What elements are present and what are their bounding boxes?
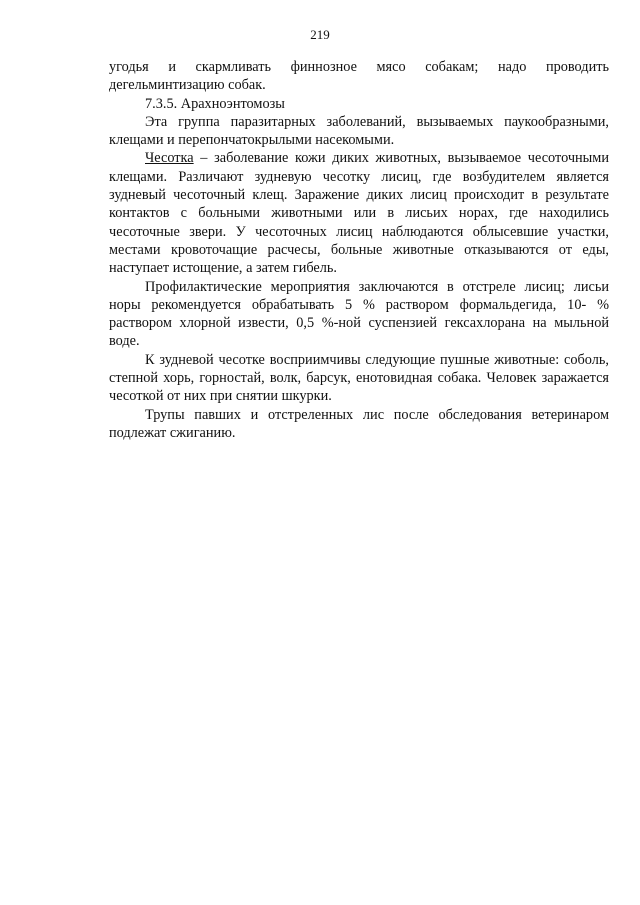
paragraph-carcass-disposal: Трупы павших и отстреленных лис после обследования ветеринаром подлежат сжиганию. [109, 406, 609, 441]
term-scabies: Чесотка [145, 150, 194, 167]
paragraph-group-description: Эта группа паразитарных заболеваний, вызываемых паукообразными, клещами и перепончатокрылыми насекомыми. [109, 113, 609, 149]
document-body [109, 58, 609, 442]
page-number: 219 [310, 27, 330, 42]
paragraph-scabies-text: – заболевание кожи диких животных, вызываемое чесоточными клещами. Различают зудневую чесотку лисиц, где возбудителем является зудневый чесоточный клещ. Заражение диких лисиц происходит в результате контактов с больными животными или в лисьих норах, где находились чесоточные звери. У чесоточных лисиц наблюдаются облысевшие участки, местами кровоточащие расчесы, больные животные отказываются от еды, наступает истощение, а затем гибель. [109, 150, 609, 277]
section-heading: 7.3.5. Арахноэнтомозы [145, 95, 285, 112]
paragraph-prevention: Профилактические мероприятия заключаются в отстреле лисиц; лисьи норы рекомендуется обрабатывать 5 % раствором формальдегида, 10- % раствором хлорной извести, 0,5 %-ной суспензией гексахлорана на мыльной воде. [109, 278, 609, 350]
paragraph-scabies [109, 149, 609, 277]
paragraph-susceptible-animals: К зудневой чесотке восприимчивы следующие пушные животные: соболь, степной хорь, горностай, волк, барсук, енотовидная собака. Человек заражается чесоткой от них при снятии шкурки. [109, 351, 609, 405]
paragraph-continuation: угодья и скармливать финнозное мясо собакам; надо проводить дегельминтизацию собак. [109, 59, 609, 94]
